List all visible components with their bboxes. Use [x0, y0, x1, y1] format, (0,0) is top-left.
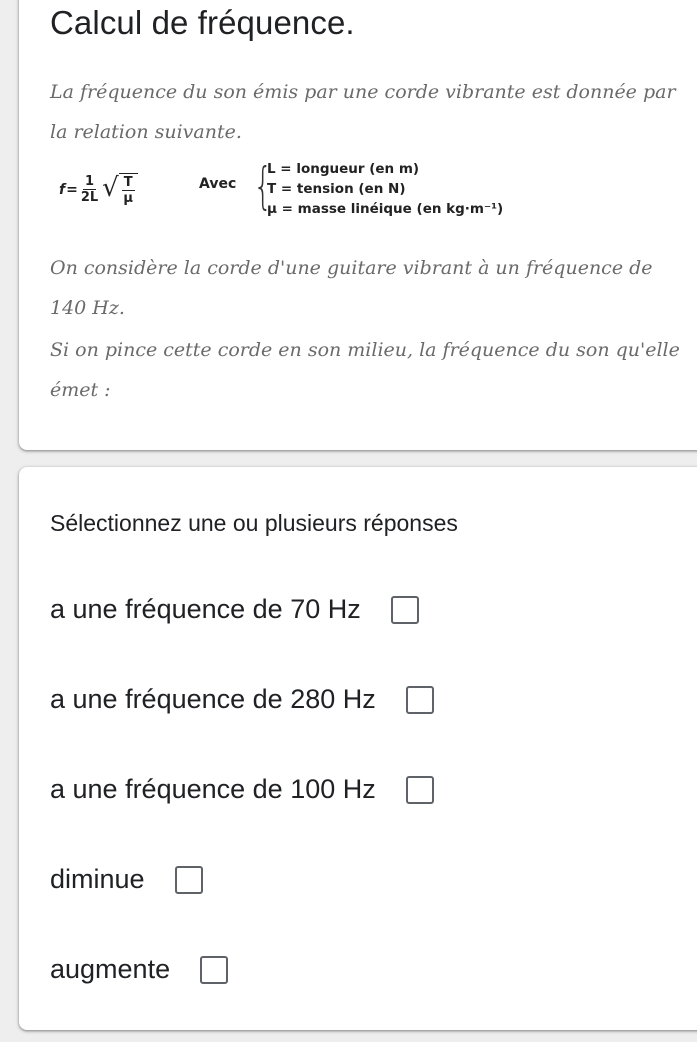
- question-paragraph-1: La fréquence du son émis par une corde vibrante est donnée par la relation suivante.: [50, 81, 676, 143]
- checkbox[interactable]: [175, 866, 203, 894]
- formula-square-root: [102, 173, 137, 206]
- formula-definitions: [267, 159, 503, 219]
- fraction-denominator: 2L: [80, 190, 99, 205]
- fraction-numerator: 1: [84, 174, 95, 189]
- option-label: diminue: [50, 864, 145, 894]
- definition-linear-mass: μ = masse linéique (en kg·m⁻¹): [267, 201, 504, 217]
- option-label: a une fréquence de 100 Hz: [50, 774, 376, 804]
- frequency-formula: [59, 157, 519, 219]
- formula-lhs: f: [59, 181, 66, 198]
- checkbox[interactable]: [200, 956, 228, 984]
- option-label: a une fréquence de 280 Hz: [50, 684, 376, 714]
- checkbox[interactable]: [406, 776, 434, 804]
- option-280-hz[interactable]: [50, 684, 434, 715]
- sqrt-numerator: T: [123, 175, 133, 190]
- answers-prompt: Sélectionnez une ou plusieurs réponses: [50, 510, 458, 536]
- definition-length: L = longueur (en m): [267, 161, 420, 177]
- definition-tension: T = tension (en N): [267, 181, 406, 197]
- option-70-hz[interactable]: [50, 594, 419, 625]
- question-title: Calcul de fréquence.: [50, 4, 355, 41]
- option-100-hz[interactable]: [50, 774, 434, 805]
- radical-icon: √: [102, 173, 119, 203]
- formula-equation: [59, 173, 138, 206]
- option-diminue[interactable]: [50, 864, 203, 895]
- question-paragraph-2: On considère la corde d'une guitare vibrant à un fréquence de 140 Hz.: [50, 257, 653, 319]
- option-augmente[interactable]: [50, 954, 228, 985]
- checkbox[interactable]: [406, 686, 434, 714]
- formula-avec-label: Avec: [199, 176, 237, 192]
- option-label: a une fréquence de 70 Hz: [50, 594, 361, 624]
- formula-equals: =: [66, 181, 78, 198]
- checkbox[interactable]: [391, 596, 419, 624]
- question-paragraph-3: Si on pince cette corde en son milieu, la fréquence du son qu'elle émet :: [50, 339, 680, 401]
- formula-fraction: [81, 174, 98, 205]
- answers-card: [19, 467, 697, 1030]
- sqrt-denominator: μ: [123, 191, 133, 206]
- sqrt-fraction: [119, 173, 138, 206]
- option-label: augmente: [50, 954, 171, 984]
- brace-icon: {: [253, 157, 273, 215]
- question-card: [19, 0, 697, 450]
